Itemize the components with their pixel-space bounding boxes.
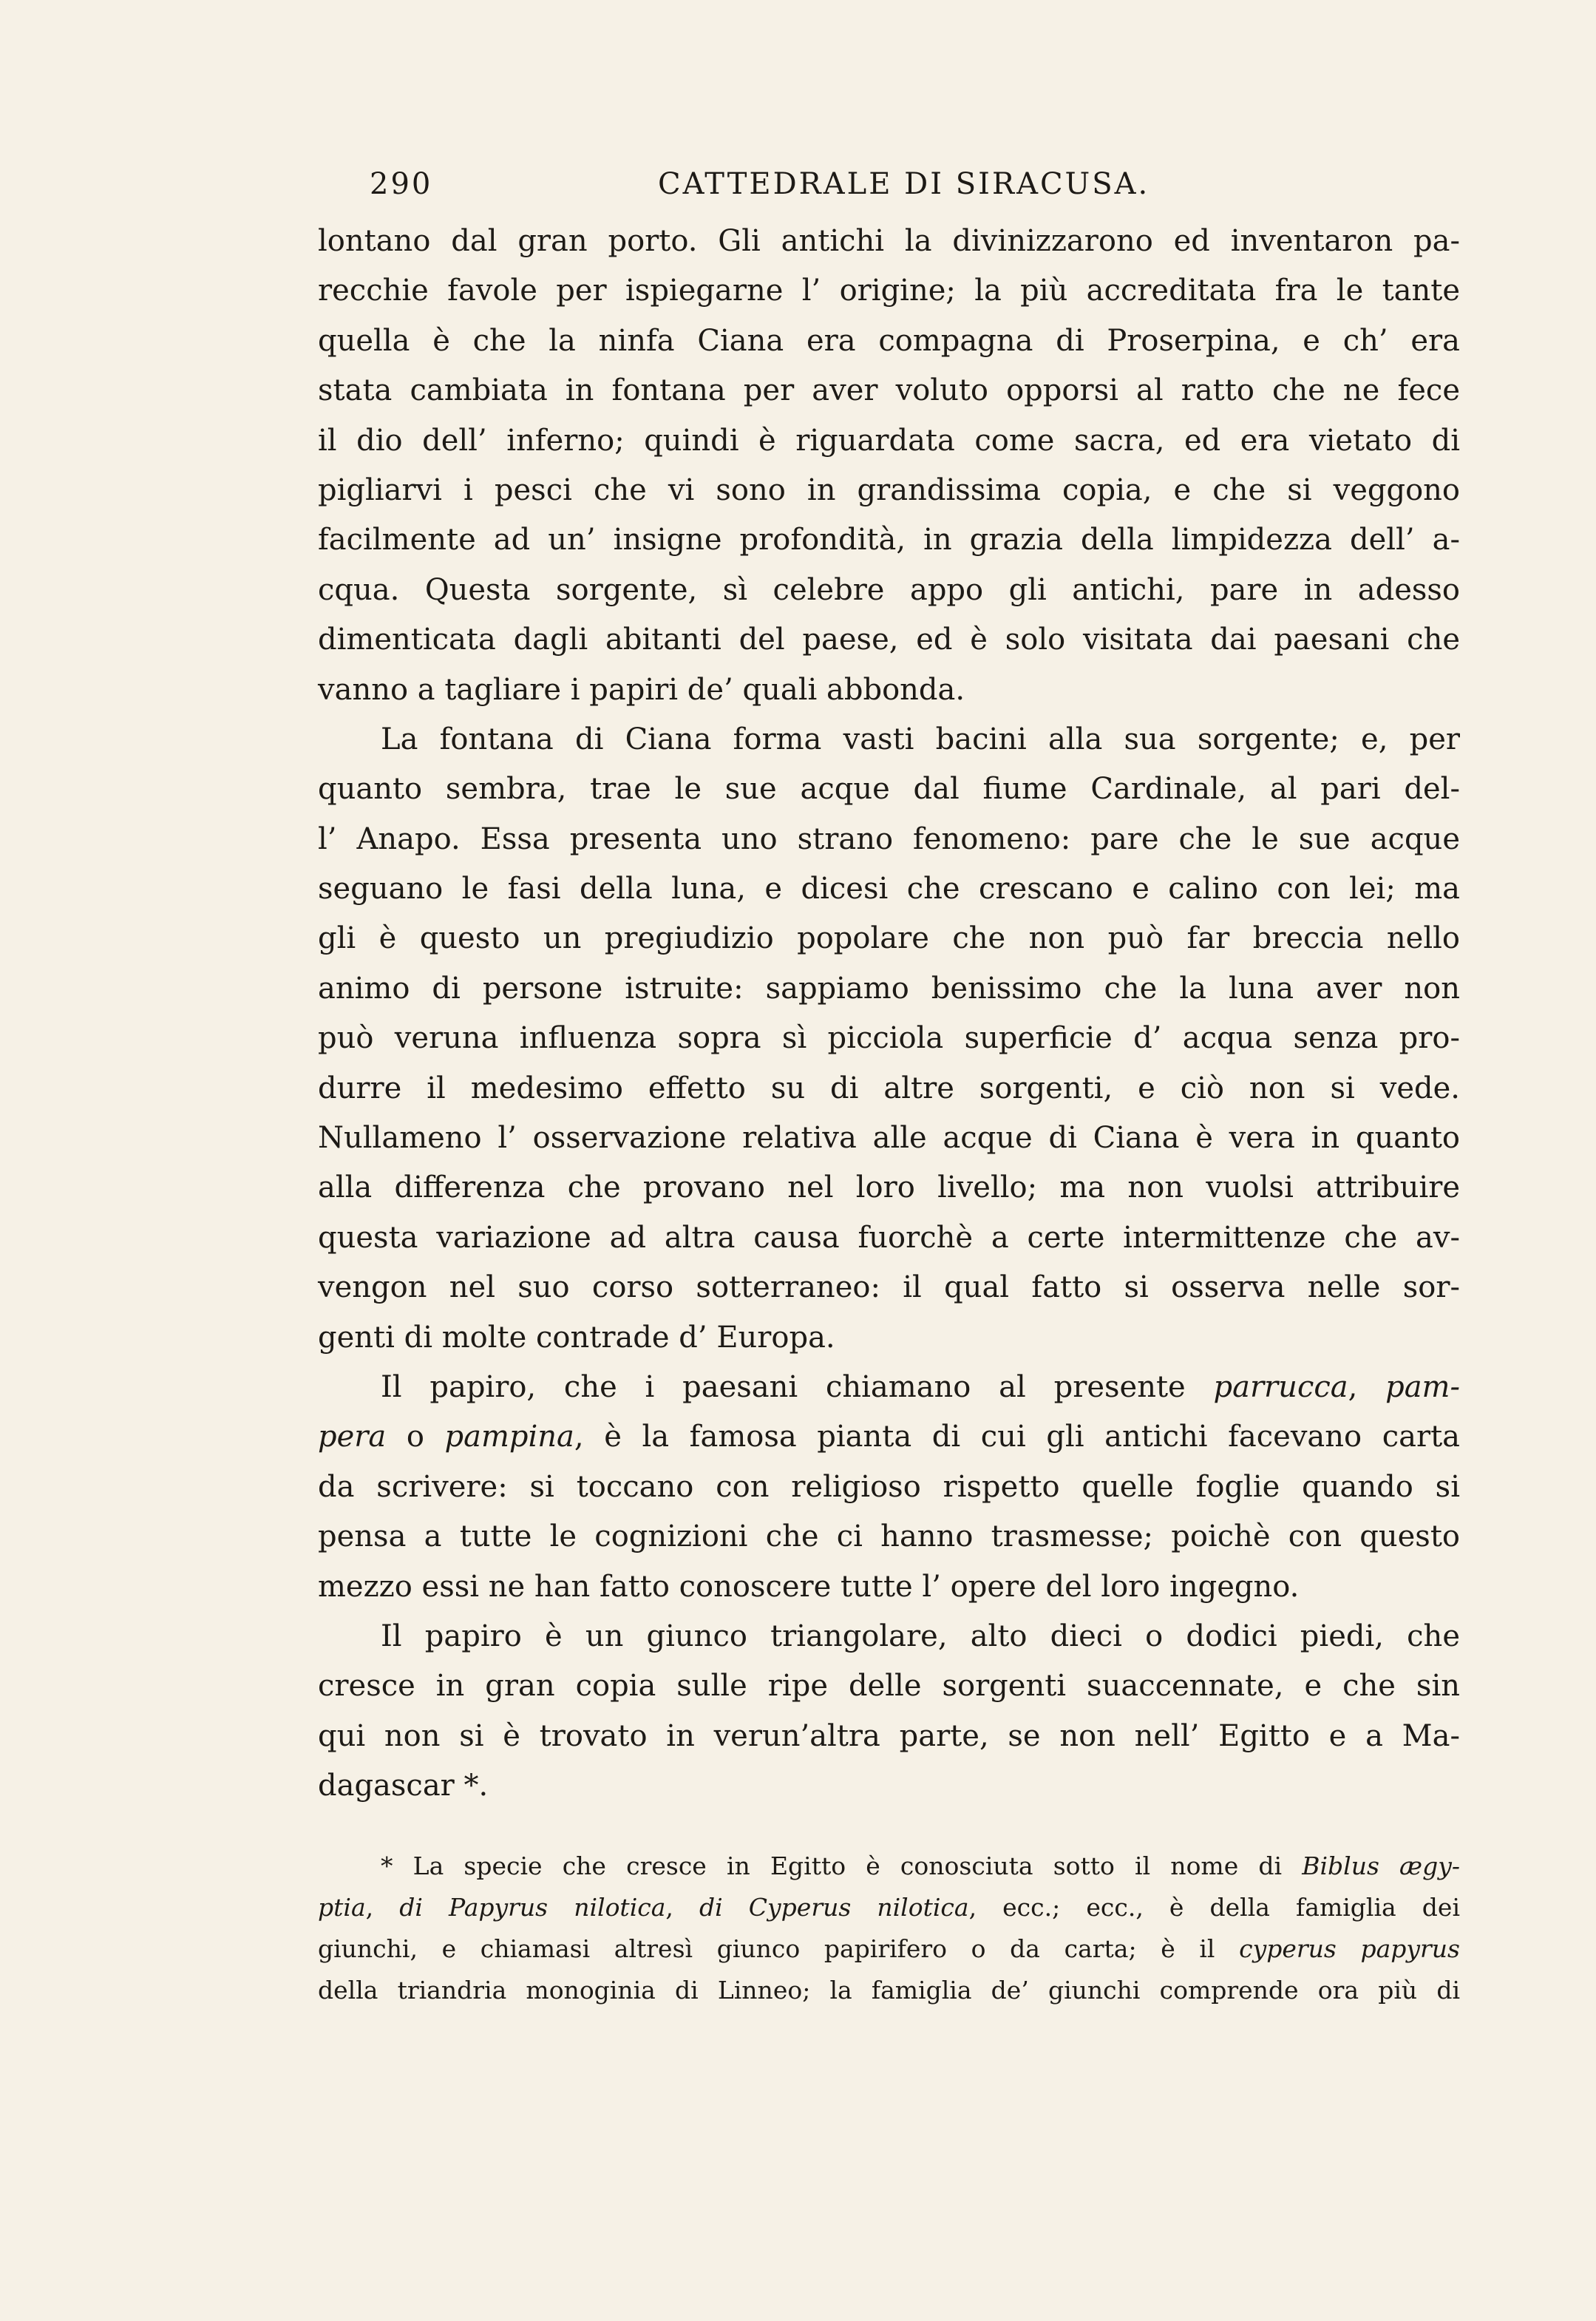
text-line: La fontana di Ciana forma vasti bacini alla sua sorgente; e, per: [381, 722, 1460, 756]
main-text: [318, 217, 1460, 1812]
text-line: facilmente ad un’ insigne profondità, in grazia della limpidezza dell’ a-: [318, 523, 1460, 558]
italic-term: pampina: [444, 1420, 574, 1454]
text-line: dagascar *.: [318, 1769, 489, 1803]
text-line: animo di persone istruite: sappiamo benissimo che la luna aver non: [318, 971, 1460, 1006]
text-line: può veruna influenza sopra sì picciola superficie d’ acqua senza pro-: [318, 1021, 1460, 1056]
text-line: vengon nel suo corso sotterraneo: il qual fatto si osserva nelle sor-: [318, 1270, 1460, 1305]
italic-term: Biblus ægy-: [1302, 1851, 1460, 1880]
page-header: [370, 167, 1464, 211]
italic-term: ptia: [318, 1893, 366, 1922]
text-line: quanto sembra, trae le sue acque dal fiume Cardinale, al pari del-: [318, 772, 1460, 807]
text-line: cqua. Questa sorgente, sì celebre appo gli antichi, pare in adesso: [318, 572, 1460, 607]
footnote-line: della triandria monoginia di Linneo; la famiglia de’ giunchi comprende ora più di: [318, 1976, 1460, 2005]
text-line: dimenticata dagli abitanti del paese, ed è solo visitata dai paesani che: [318, 623, 1460, 657]
text-line: cresce in gran copia sulle ripe delle sorgenti suaccennate, e che sin: [318, 1669, 1460, 1704]
text-line: qui non si è trovato in verun’altra parte, se non nell’ Egitto e a Ma-: [318, 1718, 1460, 1753]
text-line: Nullameno l’ osservazione relativa alle acque di Ciana è vera in quanto: [318, 1121, 1460, 1156]
text-line: da scrivere: si toccano con religioso rispetto quelle foglie quando si: [318, 1469, 1460, 1504]
running-title: CATTEDRALE DI SIRACUSA.: [658, 167, 1150, 201]
text-line: Il papiro, che i paesani chiamano al presente parrucca, pam-: [381, 1369, 1460, 1404]
text-line: pigliarvi i pesci che vi sono in grandissima copia, e che si veggono: [318, 472, 1460, 507]
italic-term: cyperus papyrus: [1239, 1934, 1460, 1963]
footnote-line: giunchi, e chiamasi altresì giunco papirifero o da carta; è il cyperus papyrus: [318, 1934, 1460, 1963]
footnote-line: ptia, di Papyrus nilotica, di Cyperus nilotica, ecc.; ecc., è della famiglia dei: [318, 1893, 1460, 1922]
page-number: 290: [370, 167, 433, 201]
text-line: quella è che la ninfa Ciana era compagna di Proserpina, e ch’ era: [318, 323, 1460, 358]
text-line: genti di molte contrade d’ Europa.: [318, 1320, 835, 1355]
italic-term: di Papyrus nilotica: [399, 1893, 666, 1922]
text-line: mezzo essi ne han fatto conoscere tutte l’ opere del loro ingegno.: [318, 1569, 1300, 1604]
text-line: vanno a tagliare i papiri de’ quali abbonda.: [318, 672, 965, 707]
footnote: [318, 1846, 1460, 2011]
italic-term: parrucca: [1213, 1369, 1348, 1404]
text-line: recchie favole per ispiegarne l’ origine; la più accreditata fra le tante: [318, 274, 1460, 308]
text-line: pensa a tutte le cognizioni che ci hanno trasmesse; poichè con questo: [318, 1519, 1460, 1554]
text-line: questa variazione ad altra causa fuorchè a certe intermittenze che av-: [318, 1220, 1460, 1255]
text-line: lontano dal gran porto. Gli antichi la divinizzarono ed inventaron pa-: [318, 224, 1460, 258]
text-line: durre il medesimo effetto su di altre sorgenti, e ciò non si vede.: [318, 1071, 1460, 1105]
italic-term: pera: [318, 1420, 387, 1454]
text-line: pera o pampina, è la famosa pianta di cui gli antichi facevano carta: [318, 1420, 1460, 1454]
italic-term: pam-: [1385, 1369, 1460, 1404]
text-line: l’ Anapo. Essa presenta uno strano fenomeno: pare che le sue acque: [318, 821, 1460, 856]
footnote-line: * La specie che cresce in Egitto è conosciuta sotto il nome di Biblus ægy-: [381, 1851, 1460, 1880]
italic-term: di Cyperus nilotica: [699, 1893, 969, 1922]
text-line: il dio dell’ inferno; quindi è riguardata come sacra, ed era vietato di: [318, 423, 1460, 458]
text-line: gli è questo un pregiudizio popolare che non può far breccia nello: [318, 921, 1460, 956]
text-line: stata cambiata in fontana per aver voluto opporsi al ratto che ne fece: [318, 373, 1460, 408]
text-line: Il papiro è un giunco triangolare, alto dieci o dodici piedi, che: [381, 1619, 1460, 1653]
text-line: alla differenza che provano nel loro livello; ma non vuolsi attribuire: [318, 1170, 1460, 1205]
text-line: seguano le fasi della luna, e dicesi che crescano e calino con lei; ma: [318, 872, 1460, 907]
